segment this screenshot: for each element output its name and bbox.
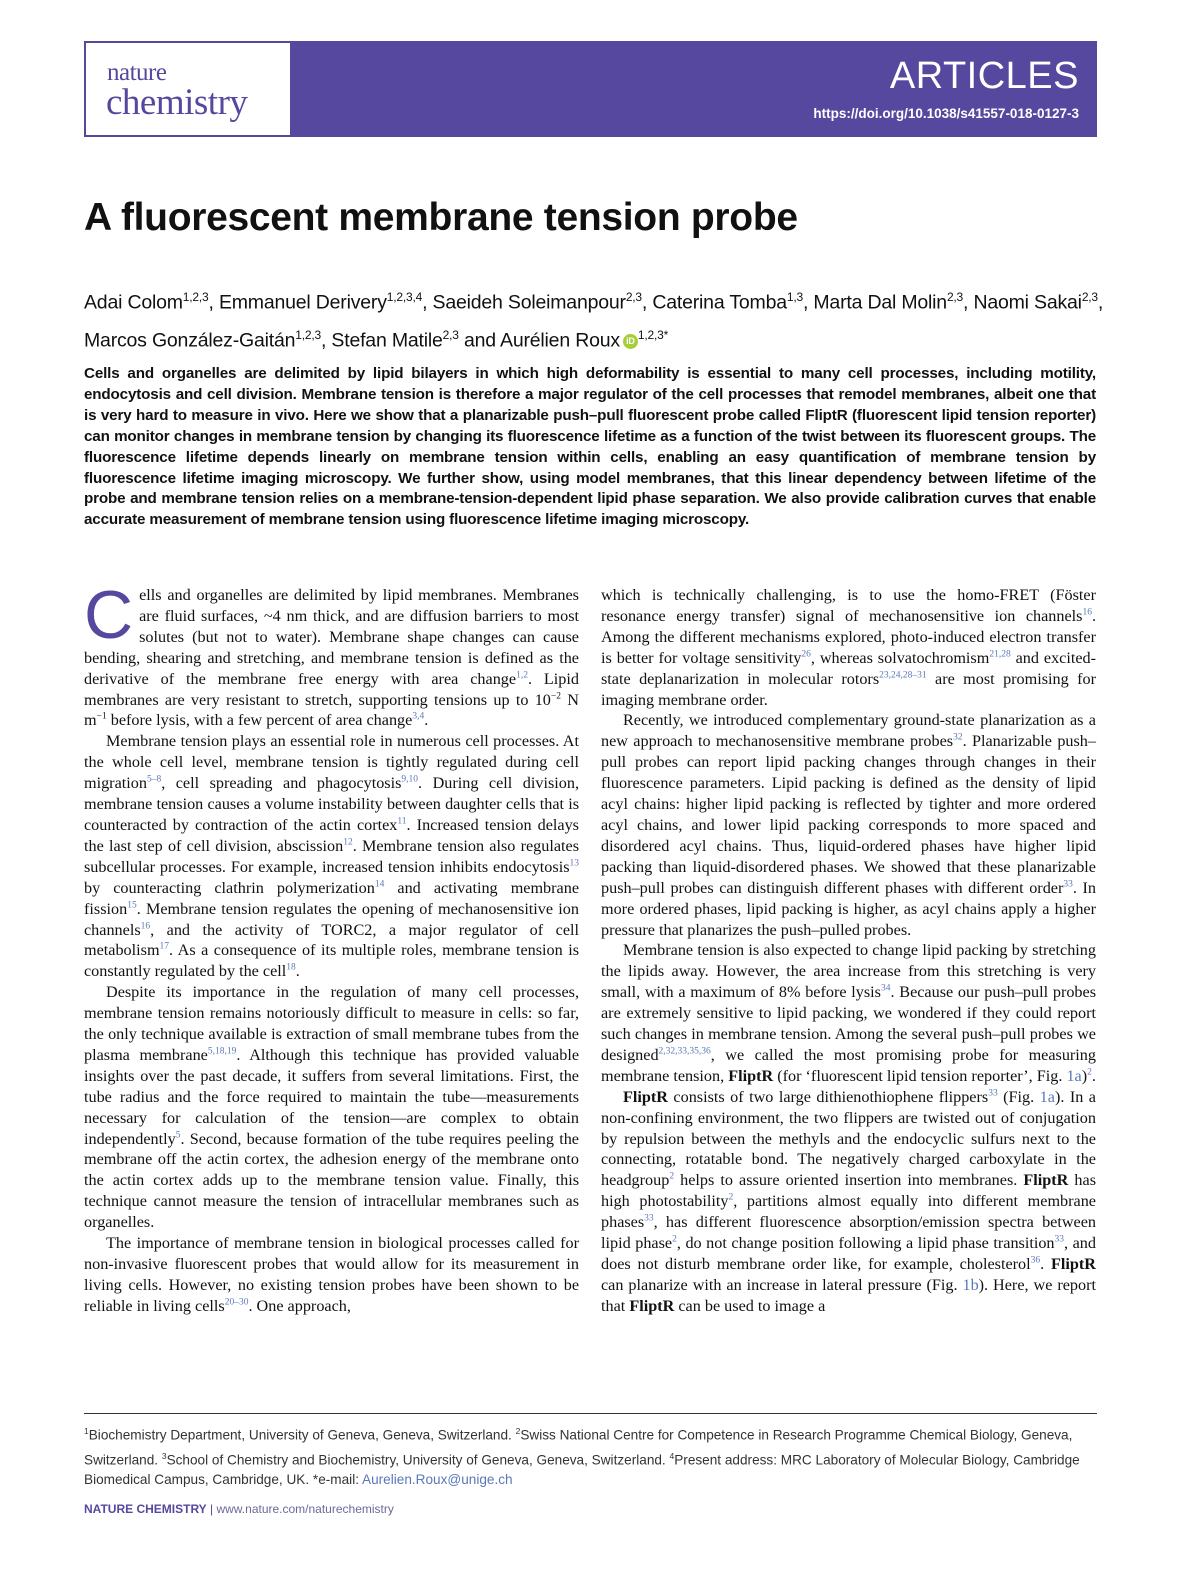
email-link[interactable]: Aurelien.Roux@unige.ch [362,1472,513,1488]
citation-ref[interactable]: 13 [569,858,579,869]
citation-ref[interactable]: 5–8 [146,774,162,785]
citation-ref[interactable]: 36 [1030,1255,1041,1266]
body-paragraph-1: Cells and organelles are delimited by lipid membranes. Membranes are fluid surfaces, ~4 nm thick, and are diffusion barriers to most solutes (but not to water). Membrane shape changes can cause bending, shearing and stretching, and membrane tension is defined as the derivative of the membrane free energy with area change$^{1,2}$. Lipid membranes are very resistant to stretch, supporting tensions up to $10^{-2}$ N $m^{-1}$ before lysis, with a few percent of area change$^{3,4}$. [84,577,579,730]
author-name[interactable]: Marcos González-Gaitán [84,329,296,351]
citation-ref[interactable]: 32 [953,732,963,743]
citation-ref[interactable]: 15 [127,900,137,911]
citation-ref[interactable]: 2,32,33,35,36 [658,1046,711,1057]
author-affiliation: 2,3 [625,290,642,304]
footer-separator: | [206,1502,217,1516]
body-column-right [601,585,1096,1317]
figure-ref[interactable]: 1a [1039,1087,1055,1106]
body-paragraph-7: Membrane tension is also expected to change lipid packing by stretching the lipids away. However, the area increase from this stretching is very small, with a maximum of 8% before lysis$^{34}$. Because our push–pull probes are extremely sensitive to lipid packing, we wondered if they could report such changes in membrane tension. Among the several push–pull probes we designed$^{2,32,33,35,36}$, we called the most promising probe for measuring membrane tension, FliptR (for ‘fluorescent lipid tension reporter’, Fig. 1a)$^2$. [601,941,1097,1085]
author-affiliation: 1,2,3* [637,327,669,342]
citation-ref[interactable]: 2 [669,1171,675,1182]
orcid-icon[interactable]: iD [623,334,638,349]
citation-ref[interactable]: 33 [1054,1234,1065,1245]
footer-journal-url[interactable]: www.nature.com/naturechemistry [216,1502,394,1516]
compound-name: FliptR [629,1296,675,1315]
journal-logo[interactable] [84,41,292,137]
citation-ref[interactable]: 17 [159,942,170,953]
body-paragraph-3: Despite its importance in the regulation of many cell processes, membrane tension remains notoriously difficult to measure in cells: so far, the only technique available is extraction of small membrane tubes from the plasma membrane$^{5,18,19}$. Although this technique has provided valuable insights over the past decade, it suffers from several limitations. First, the tube radius and the force required to maintain the tube—measurements necessary for calculation of the tension—are complex to obtain independently$^5$. Second, because formation of the tube requires peeling the membrane off the actin cortex, the adhesion energy of the membrane onto the actin cortex adds up to the membrane tension value. Finally, this technique cannot measure the tension of intracellular membranes such as organelles. [84,983,579,1232]
citation-ref[interactable]: 12 [343,837,353,848]
article-title: A fluorescent membrane tension probe [84,196,798,239]
author-name[interactable]: Marta Dal Molin [813,291,947,314]
page-footer [84,1502,394,1516]
author-affiliation: 2,3 [442,327,459,342]
superscript: 2 [515,1426,521,1436]
author-name[interactable]: Aurélien Roux [500,329,620,351]
compound-name: FliptR [728,1066,774,1085]
author-affiliation: 1,2,3 [295,327,321,342]
author-name[interactable]: Saeideh Soleimanpour [432,291,626,314]
superscript: −2 [550,691,562,702]
logo-line-chemistry: chemistry [106,82,248,123]
citation-ref[interactable]: 33 [1063,879,1073,890]
drop-cap: C [84,577,134,653]
citation-ref[interactable]: 23,24,28–31 [879,670,927,681]
author-affiliation: 2,3 [946,290,964,304]
author-list: Adai Colom$^{1,2,3}$, Emmanuel Derivery$^{1,2,3,4}$, Saeideh Soleimanpour$^{2,3}$, Caterina Tomba$^{1,3}$, Marta Dal Molin$^{2,3}$, Naomi Sakai$^{2,3}$, Marcos González-Gaitán$^{1,2,3}$, Stefan Matile$^{2,3}$ and Aurélien Roux iD $^{1,2,3*}$ [84,290,1104,351]
compound-name: FliptR [1023,1171,1069,1190]
citation-ref[interactable]: 34 [880,983,891,994]
logo-line-nature: nature [107,59,167,86]
compound-name: FliptR [623,1087,668,1106]
superscript: 4 [669,1450,675,1461]
superscript: 1 [84,1426,89,1436]
citation-ref[interactable]: 20–30 [224,1297,249,1308]
author-affiliation: 2,3 [1081,290,1098,304]
body-paragraph-8: FliptR consists of two large dithienothiophene flippers$^{33}$ (Fig. 1a). In a non-confining environment, the two flippers are twisted out of conjugation by repulsion between the methyls and the endocyclic sulfurs next to the connecting, rotatable bond. The negatively charged carboxylate in the headgroup$^2$ helps to assure oriented insertion into membranes. FliptR has high photostability$^2$, partitions almost equally into different membrane phases$^{33}$, has different fluorescence absorption/emission spectra between lipid phase$^2$, do not change position following a lipid phase transition$^{33}$, and does not disturb membrane order like, for example, cholesterol$^{36}$. FliptR can planarize with an increase in lateral pressure (Fig. 1b). Here, we report that FliptR can be used to image a [601,1087,1096,1315]
citation-ref[interactable]: 2 [672,1234,677,1245]
citation-ref[interactable]: 5,18,19 [207,1046,237,1057]
author-name[interactable]: Adai Colom [84,291,183,314]
citation-ref[interactable]: 21,28 [989,649,1011,660]
author-name[interactable]: Emmanuel Derivery [218,291,387,314]
citation-ref[interactable]: 2 [728,1192,734,1203]
body-column-left [84,577,580,1317]
citation-ref[interactable]: 33 [644,1213,654,1224]
author-name[interactable]: Stefan Matile [331,329,443,351]
citation-ref[interactable]: 16 [1082,607,1092,618]
citation-ref[interactable]: 26 [801,649,811,660]
citation-ref[interactable]: 16 [140,921,151,932]
section-label: ARTICLES [889,55,1079,97]
abstract: Cells and organelles are delimited by lipid bilayers in which high deformability is essential to many cell processes, including motility, endocytosis and cell division. Membrane tension is therefore a major regulator of the cell processes that remodel membranes, albeit one that is very hard to measure in vivo. Here we show that a planarizable push–pull fluorescent probe called FliptR (fluorescent lipid tension reporter) can monitor changes in membrane tension by changing its fluorescence lifetime as a function of the twist between its fluorescent groups. The fluorescence lifetime depends linearly on membrane tension within cells, enabling an easy quantification of membrane tension by fluorescence lifetime imaging microscopy. We further show, using model membranes, that this linear dependency between lifetime of the probe and membrane tension relies on a membrane-tension-dependent lipid phase separation. We also provide calibration curves that enable accurate measurement of membrane tension using fluorescence lifetime imaging microscopy. [84,365,1096,529]
author-name[interactable]: Caterina Tomba [652,291,787,314]
author-affiliation: 1,2,3 [182,290,209,304]
body-paragraph-6: Recently, we introduced complementary ground-state planarization as a new approach to mechanosensitive membrane probes$^{32}$. Planarizable push–pull probes can report lipid packing changes through changes in their fluorescence parameters. Lipid packing is defined as the density of lipid acyl chains: higher lipid packing is reflected by tighter and more ordered acyl chains, and lower lipid packing corresponds to more spaced and disordered acyl chains. Thus, liquid-ordered phases have higher lipid packing than liquid-disordered phases. We showed that these planarizable push–pull probes can distinguish different phases with different order$^{33}$. In more ordered phases, lipid packing is higher, as acyl chains apply a higher pressure that planarizes the push–pulled probes. [601,711,1096,939]
figure-ref[interactable]: 1b [962,1275,979,1294]
compound-name: FliptR [1051,1255,1096,1273]
body-paragraph-4: The importance of membrane tension in biological processes called for non-invasive fluorescent probes that would allow for its measurement in living cells. However, no existing tension probes have been shown to be reliable in living cells$^{20-30}$. One approach, [84,1234,579,1315]
author-affiliation: 1,3 [786,290,803,304]
citation-ref[interactable]: 14 [374,879,385,890]
citation-ref[interactable]: 11 [397,816,407,827]
journal-header-banner [84,41,1097,137]
citation-ref[interactable]: 2 [1087,1067,1092,1078]
author-affiliation: 1,2,3,4 [386,290,423,304]
citation-ref[interactable]: 18 [286,962,296,973]
footnote-divider [84,1413,1097,1414]
footer-journal-name: NATURE CHEMISTRY [84,1502,207,1516]
citation-ref[interactable]: 5 [175,1130,181,1141]
body-paragraph-2: Membrane tension plays an essential role in numerous cell processes. At the whole cell level, membrane tension is tightly regulated during cell migration$^{5-8}$, cell spreading and phagocytosis$^{9,10}$. During cell division, membrane tension causes a volume instability between daughter cells that is counteracted by contraction of the actin cortex$^{11}$. Increased tension delays the last step of cell division, abscission$^{12}$. Membrane tension also regulates subcellular processes. For example, increased tension inhibits endocytosis$^{13}$ by counteracting clathrin polymerization$^{14}$ and activating membrane fission$^{15}$. Membrane tension regulates the opening of mechanosensitive ion channels$^{16}$, and the activity of TORC2, a major regulator of cell metabolism$^{17}$. As a consequence of its multiple roles, membrane tension is constantly regulated by the cell$^{18}$. [84,732,580,981]
affiliations-footnote: $^1$Biochemistry Department, University of Geneva, Geneva, Switzerland. $^2$Swiss National Centre for Competence in Research Programme Chemical Biology, Geneva, Switzerland. $^3$School of Chemistry and Biochemistry, University of Geneva, Geneva, Switzerland. $^4$Present address: MRC Laboratory of Molecular Biology, Cambridge Biomedical Campus, Cambridge, UK. *e-mail: Aurelien.Roux@unige.ch [84,1426,1080,1488]
figure-ref[interactable]: 1a [1066,1066,1082,1085]
citation-ref[interactable]: 9,10 [401,774,419,785]
body-paragraph-5: which is technically challenging, is to use the homo-FRET (Föster resonance energy transfer) signal of mechanosensitive ion channels$^{16}$. Among the different mechanisms explored, photo-induced electron transfer is better for voltage sensitivity$^{26}$, whereas solvatochromism$^{21,28}$ and excited-state deplanarization in molecular rotors$^{23,24,28-31}$ are most promising for imaging membrane order. [601,586,1097,709]
citation-ref[interactable]: 33 [988,1088,998,1099]
superscript: 3 [161,1450,167,1461]
doi-link[interactable]: https://doi.org/10.1038/s41557-018-0127-3 [813,106,1079,121]
citation-ref[interactable]: 1,2 [516,670,528,681]
citation-ref[interactable]: 3,4 [412,712,425,723]
author-name[interactable]: Naomi Sakai [973,291,1082,314]
superscript: −1 [96,712,107,723]
